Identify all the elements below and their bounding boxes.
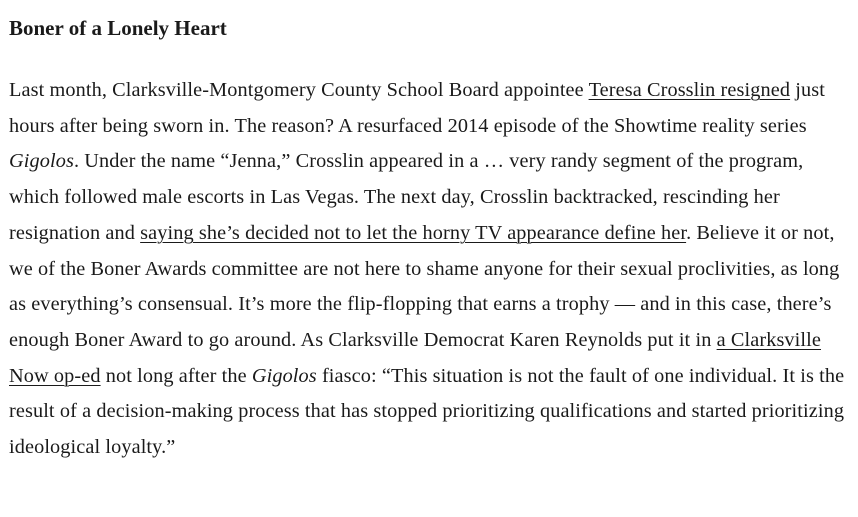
text-segment: fiasco: “This situation is not the fault of one individual. It is the result of a decision-making process that has stopped prioritizing qualifications and started prioritizing ideological loyalty.” [9,364,845,459]
link-crosslin-resigned[interactable]: Teresa Crosslin resigned [588,79,791,101]
show-title: Gigolos [251,364,317,387]
article [9,14,851,466]
text-segment: Last month, Clarksville-Montgomery County School Board appointee [9,79,589,101]
text-segment: not long after the [100,364,252,387]
show-title: Gigolos [9,150,74,173]
text-segment: . Believe it or not, we of the Boner Awards committee are not here to shame anyone for their sexual proclivities, as long as everything’s consensual. It’s more the flip-flopping that earns a trophy — and in this case, there’s enough Boner Award to go around. As Clarksville Democrat Karen Reynolds put it in [9,221,840,351]
article-headline: Boner of a Lonely Heart [9,16,227,40]
link-define-her[interactable]: saying she’s decided not to let the horny TV appearance define her [140,221,687,244]
text-segment: . Under the name “Jenna,” Crosslin appeared in a … very randy segment of the program, which followed male escorts in Las Vegas. The next day, Crosslin backtracked, rescinding her resignation and [9,150,804,244]
article-paragraph [9,73,851,466]
link-clarksville-now-op-ed[interactable]: a Clarksville Now op-ed [9,328,821,387]
text-segment: just hours after being sworn in. The reason? A resurfaced 2014 episode of the Showtime reality series [9,79,825,137]
